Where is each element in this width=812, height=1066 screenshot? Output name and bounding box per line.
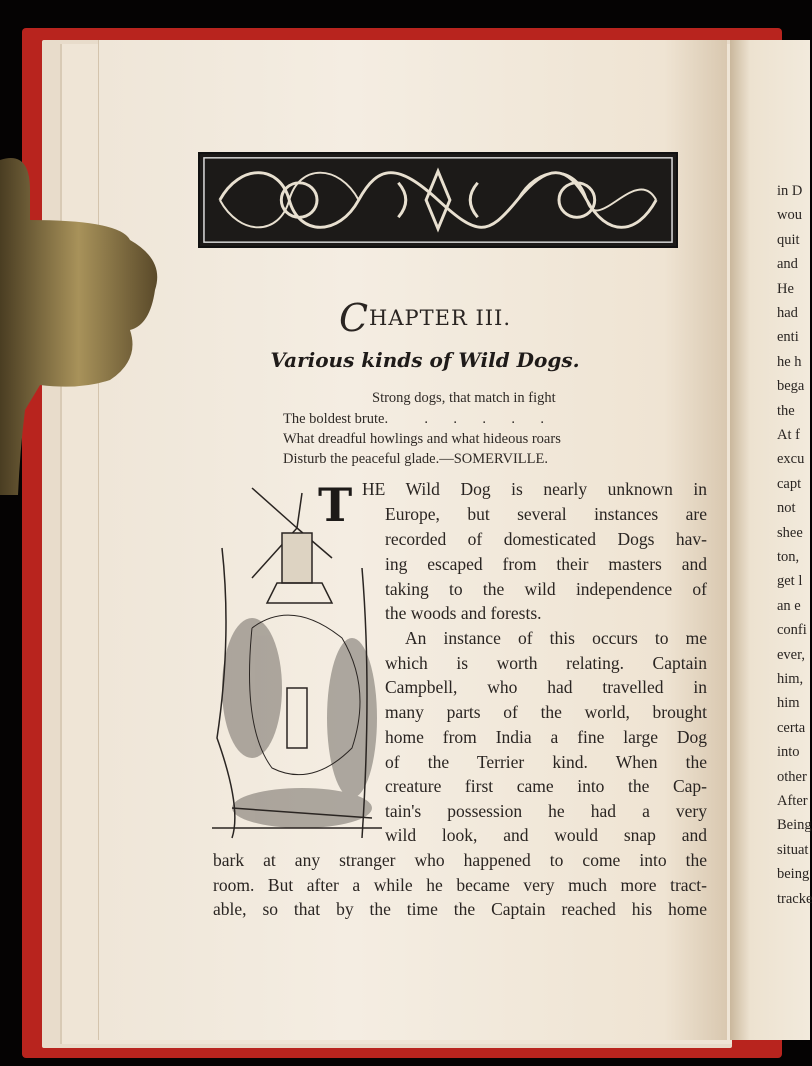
right-page-line: ton, <box>777 549 800 565</box>
windmill-illustration <box>212 488 382 844</box>
body-line: taking to the wild independence of <box>385 579 707 599</box>
right-page-line: certa <box>777 719 806 736</box>
right-page-line: At f <box>777 427 800 443</box>
body-line: of the Terrier kind. When the <box>385 752 707 772</box>
right-page-line: confi <box>777 622 807 639</box>
body-line: home from India a fine large Dog <box>385 727 707 747</box>
right-page-line: wou <box>777 207 802 224</box>
body-line: Campbell, who had travelled in <box>385 677 707 697</box>
body-line: wild look, and would snap and <box>385 825 707 845</box>
right-page-line: Being <box>777 817 812 834</box>
body-line: An instance of this occurs to me <box>405 628 707 648</box>
right-page-line: being <box>777 866 810 883</box>
right-page-line: situat <box>777 841 809 858</box>
right-page-line: in D <box>777 183 803 199</box>
verse-line: The boldest brute. . . . . . <box>283 411 544 427</box>
body-line: tain's possession he had a very <box>385 801 707 821</box>
body-line: many parts of the world, brought <box>385 702 707 722</box>
right-page-line: tracke <box>777 890 812 907</box>
chapter-initial: C <box>338 296 370 340</box>
drop-cap: T <box>318 478 353 532</box>
right-page-line: not <box>777 500 796 517</box>
right-page-line: into <box>777 744 800 761</box>
right-page-line: enti <box>777 329 799 346</box>
body-line: which is worth relating. Captain <box>385 653 707 673</box>
right-page-line: excu <box>777 451 805 468</box>
body-line: recorded of domesticated Dogs hav- <box>385 529 707 549</box>
chapter-heading <box>0 296 800 340</box>
verse-line: Strong dogs, that match in fight <box>372 390 556 406</box>
body-line: creature first came into the Cap- <box>385 776 707 796</box>
right-page-line: him, <box>777 671 804 687</box>
body-line: able, so that by the time the Captain reached his home <box>213 899 707 919</box>
body-line: Europe, but several instances are <box>385 504 707 524</box>
body-line: HE Wild Dog is nearly unknown in <box>362 479 707 499</box>
right-page-line: had <box>777 305 798 321</box>
right-page-line: him <box>777 695 800 712</box>
body-line: the woods and forests. <box>385 603 542 623</box>
right-page-line: other <box>777 768 807 785</box>
body-line: ing escaped from their masters and <box>385 554 707 574</box>
right-page-line: ever, <box>777 646 805 663</box>
right-page-line: After <box>777 793 808 809</box>
body-line: room. But after a while he became very much more tract- <box>213 875 707 895</box>
right-page-line: bega <box>777 378 805 395</box>
ornamental-header-band <box>198 152 678 248</box>
right-page-line: capt <box>777 475 802 492</box>
right-page-line: He <box>777 280 794 297</box>
verse-line: Disturb the peaceful glade.—SOMERVILLE. <box>283 451 549 467</box>
right-page-line: quit <box>777 231 800 248</box>
verse-line: What dreadful howlings and what hideous roars <box>283 431 561 447</box>
right-page-line: shee <box>777 524 803 541</box>
right-page-line: and <box>777 256 798 273</box>
right-page-line: an e <box>777 597 801 614</box>
chapter-title-rest: HAPTER III. <box>369 306 512 330</box>
right-page-line: the <box>777 402 795 419</box>
chapter-subtitle: Various kinds of Wild Dogs. <box>270 348 580 372</box>
right-page-line: he h <box>777 353 802 370</box>
right-page-line: get l <box>777 573 803 590</box>
body-line: bark at any stranger who happened to come into the <box>213 850 707 870</box>
